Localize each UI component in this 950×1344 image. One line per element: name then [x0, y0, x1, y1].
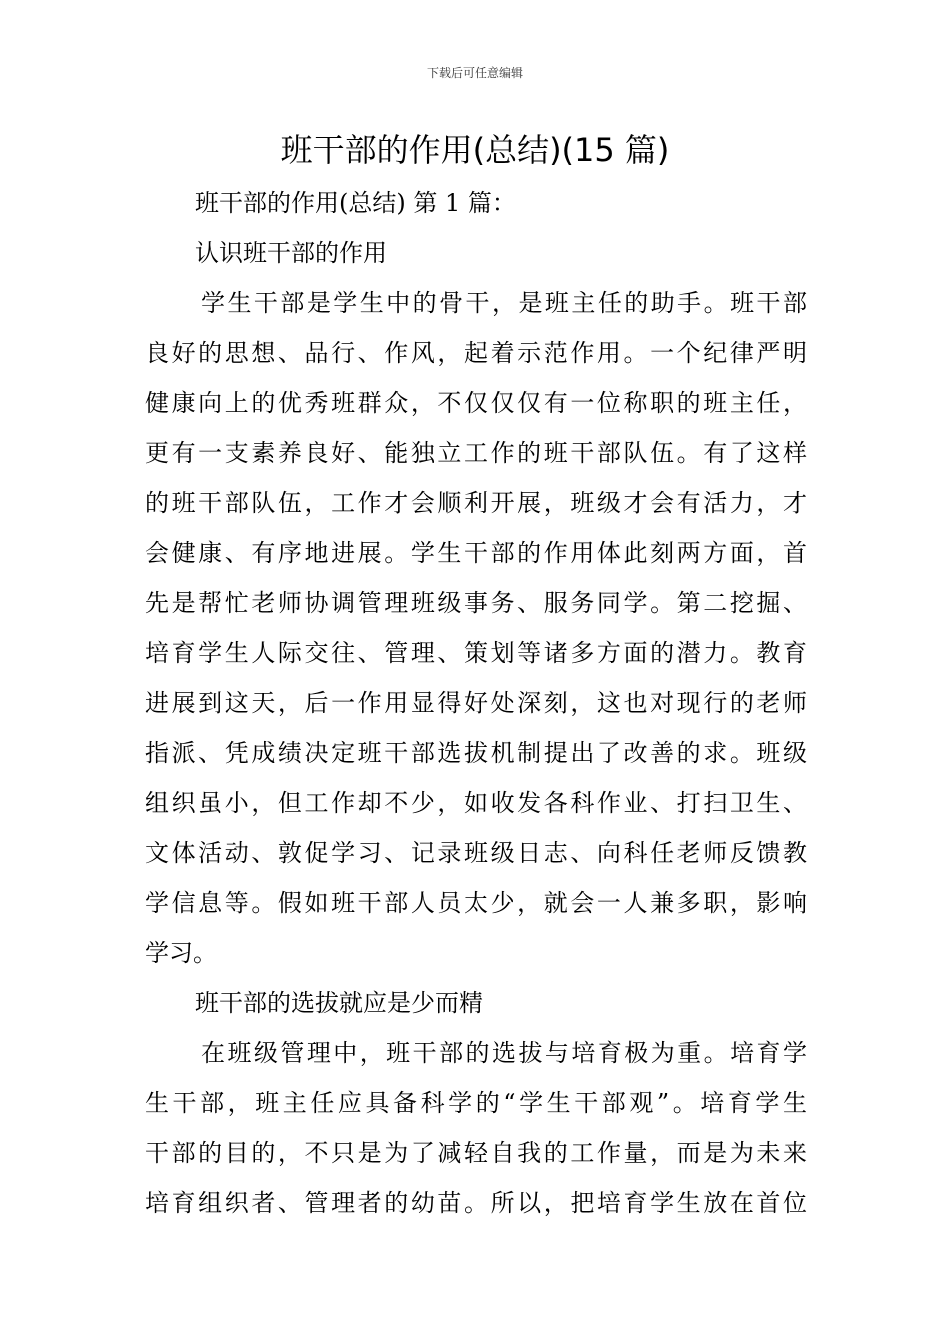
- paragraph-line: 学信息等。假如班干部人员太少，就会一人兼多职，影响: [145, 889, 807, 917]
- paragraph-line: 文体活动、敦促学习、记录班级日志、向科任老师反馈教: [145, 839, 807, 867]
- paragraph-line: 健康向上的优秀班群众，不仅仅仅有一位称职的班主任，: [145, 389, 807, 417]
- paragraph-line: 培育组织者、管理者的幼苗。所以，把培育学生放在首位: [145, 1189, 807, 1217]
- paragraph-line: 在班级管理中，班干部的选拔与培育极为重。培育学: [201, 1039, 807, 1067]
- section-heading: 班干部的选拔就应是少而精: [195, 989, 483, 1017]
- document-body: [145, 178, 807, 1228]
- paragraph-line: 学生干部是学生中的骨干，是班主任的助手。班干部: [201, 289, 807, 317]
- section-heading: 认识班干部的作用: [195, 239, 387, 267]
- paragraph-line: 进展到这天，后一作用显得好处深刻，这也对现行的老师: [145, 689, 807, 717]
- paragraph-line: 先是帮忙老师协调管理班级事务、服务同学。第二挖掘、: [145, 589, 807, 617]
- paragraph-line: 干部的目的，不只是为了减轻自我的工作量，而是为未来: [145, 1139, 807, 1167]
- paragraph: [145, 278, 807, 978]
- header-note: 下载后可任意编辑: [426, 66, 523, 80]
- paragraph-line: 良好的思想、品行、作风，起着示范作用。一个纪律严明: [145, 339, 807, 367]
- document-title: 班干部的作用(总结)(15 篇): [280, 131, 670, 169]
- paragraph-line: 更有一支素养良好、能独立工作的班干部队伍。有了这样: [145, 439, 807, 467]
- paragraph-line: 组织虽小，但工作却不少，如收发各科作业、打扫卫生、: [145, 789, 807, 817]
- paragraph-line: 培育学生人际交往、管理、策划等诸多方面的潜力。教育: [145, 639, 807, 667]
- paragraph-line: 会健康、有序地进展。学生干部的作用体此刻两方面，首: [145, 539, 807, 567]
- paragraph-line: 的班干部队伍，工作才会顺利开展，班级才会有活力，才: [145, 489, 807, 517]
- paragraph-line: 学习。: [145, 939, 217, 967]
- article-subtitle: 班干部的作用(总结) 第 1 篇：: [195, 189, 516, 217]
- paragraph-line: 指派、凭成绩决定班干部选拔机制提出了改善的求。班级: [145, 739, 807, 767]
- paragraph-line: 生干部，班主任应具备科学的“学生干部观”。培育学生: [145, 1089, 807, 1117]
- paragraph: [145, 1028, 807, 1228]
